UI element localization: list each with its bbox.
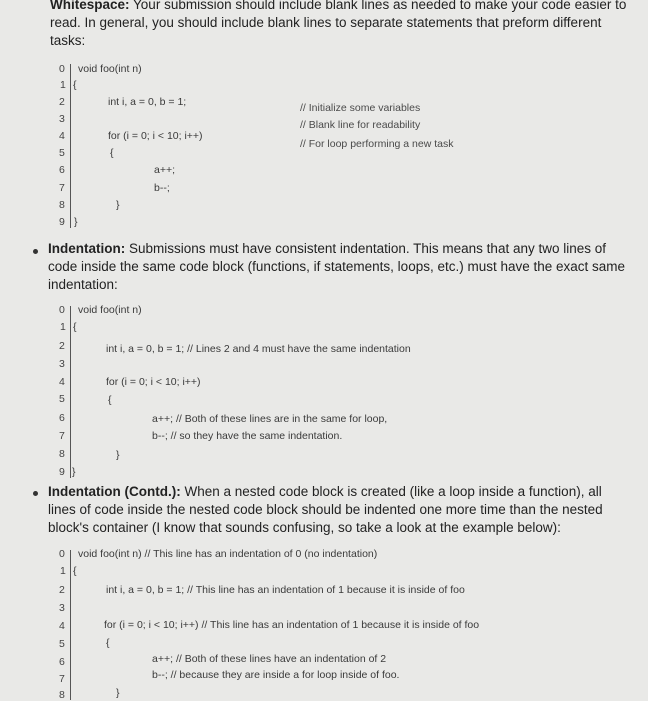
code-line: } bbox=[74, 216, 78, 228]
line-number: 8 bbox=[59, 199, 65, 211]
code-line: a++; // Both of these lines have an indentation of 2 bbox=[152, 653, 387, 665]
indentation-heading: Indentation: bbox=[48, 241, 126, 256]
line-number: 1 bbox=[60, 321, 66, 333]
code-line: } bbox=[116, 449, 120, 461]
line-number: 4 bbox=[59, 130, 65, 142]
code-comment: // Blank line for readability bbox=[300, 119, 421, 131]
line-number: 4 bbox=[59, 376, 65, 388]
code-line: for (i = 0; i < 10; i++) // This line has an indentation of 1 because it is inside of foo bbox=[104, 619, 480, 631]
code-line: for (i = 0; i < 10; i++) bbox=[106, 376, 201, 388]
code-line: a++; bbox=[154, 164, 176, 176]
code-comment: // For loop performing a new task bbox=[300, 138, 454, 150]
line-number: 5 bbox=[59, 393, 65, 405]
line-number: 2 bbox=[59, 584, 65, 596]
code-comment: // Initialize some variables bbox=[300, 102, 421, 114]
indentation-contd-paragraph bbox=[48, 483, 628, 537]
line-number-divider bbox=[70, 550, 71, 700]
code-line: int i, a = 0, b = 1; // This line has an indentation of 1 because it is inside of foo bbox=[106, 584, 465, 596]
line-number: 5 bbox=[59, 638, 65, 650]
code-line: void foo(int n) bbox=[78, 63, 142, 75]
code-line: { bbox=[108, 394, 112, 406]
line-number: 7 bbox=[59, 182, 65, 194]
code-line: } bbox=[72, 466, 76, 478]
line-number: 5 bbox=[59, 147, 65, 159]
line-number-divider bbox=[70, 306, 71, 478]
line-number: 0 bbox=[59, 63, 65, 75]
line-number: 3 bbox=[59, 113, 65, 125]
whitespace-heading: Whitespace: bbox=[50, 0, 130, 12]
line-number: 6 bbox=[59, 656, 65, 668]
code-line: { bbox=[73, 321, 77, 333]
line-number: 0 bbox=[59, 304, 65, 316]
indentation-contd-heading: Indentation (Contd.): bbox=[48, 484, 181, 499]
line-number: 3 bbox=[59, 602, 65, 614]
line-number: 0 bbox=[59, 548, 65, 560]
code-line: { bbox=[106, 637, 110, 649]
line-number: 6 bbox=[59, 164, 65, 176]
bullet bbox=[33, 491, 38, 496]
code-line: b--; // so they have the same indentation. bbox=[152, 430, 343, 442]
code-line: } bbox=[116, 199, 120, 211]
code-line: } bbox=[116, 687, 120, 699]
line-number-divider bbox=[70, 64, 71, 228]
bullet bbox=[33, 249, 38, 254]
code-line: b--; // because they are inside a for loop inside of foo. bbox=[152, 669, 400, 681]
indentation-contd-body: When a nested code block is created (like a loop inside a function), all lines of code inside the nested code block should be indented one more time than the nested block's container (I know that sounds confusing, so take a look at the example below): bbox=[48, 484, 603, 535]
line-number: 8 bbox=[59, 448, 65, 460]
code-line: for (i = 0; i < 10; i++) bbox=[108, 130, 203, 142]
line-number: 9 bbox=[59, 466, 65, 478]
code-line: { bbox=[73, 79, 77, 91]
line-number: 6 bbox=[59, 412, 65, 424]
line-number: 7 bbox=[59, 673, 65, 685]
line-number: 3 bbox=[59, 358, 65, 370]
code-line: { bbox=[110, 147, 114, 159]
line-number: 8 bbox=[59, 689, 65, 701]
indentation-paragraph bbox=[48, 240, 628, 294]
code-line: void foo(int n) bbox=[78, 304, 142, 316]
code-line: int i, a = 0, b = 1; // Lines 2 and 4 must have the same indentation bbox=[106, 343, 411, 355]
code-line: a++; // Both of these lines are in the same for loop, bbox=[152, 413, 388, 425]
line-number: 9 bbox=[59, 216, 65, 228]
code-line: void foo(int n) // This line has an indentation of 0 (no indentation) bbox=[78, 548, 378, 560]
whitespace-paragraph bbox=[50, 0, 630, 50]
line-number: 4 bbox=[59, 620, 65, 632]
line-number: 1 bbox=[60, 565, 66, 577]
code-line: { bbox=[73, 565, 77, 577]
whitespace-body: Your submission should include blank lines as needed to make your code easier to read. In general, you should include blank lines to separate statements that preform different tasks: bbox=[50, 0, 627, 48]
line-number: 1 bbox=[60, 79, 66, 91]
line-number: 7 bbox=[59, 430, 65, 442]
line-number: 2 bbox=[59, 340, 65, 352]
indentation-body: Submissions must have consistent indentation. This means that any two lines of code inside the same code block (functions, if statements, loops, etc.) must have the exact same indentation: bbox=[48, 241, 626, 292]
code-line: b--; bbox=[154, 182, 170, 194]
code-line: int i, a = 0, b = 1; bbox=[108, 96, 187, 108]
line-number: 2 bbox=[59, 96, 65, 108]
